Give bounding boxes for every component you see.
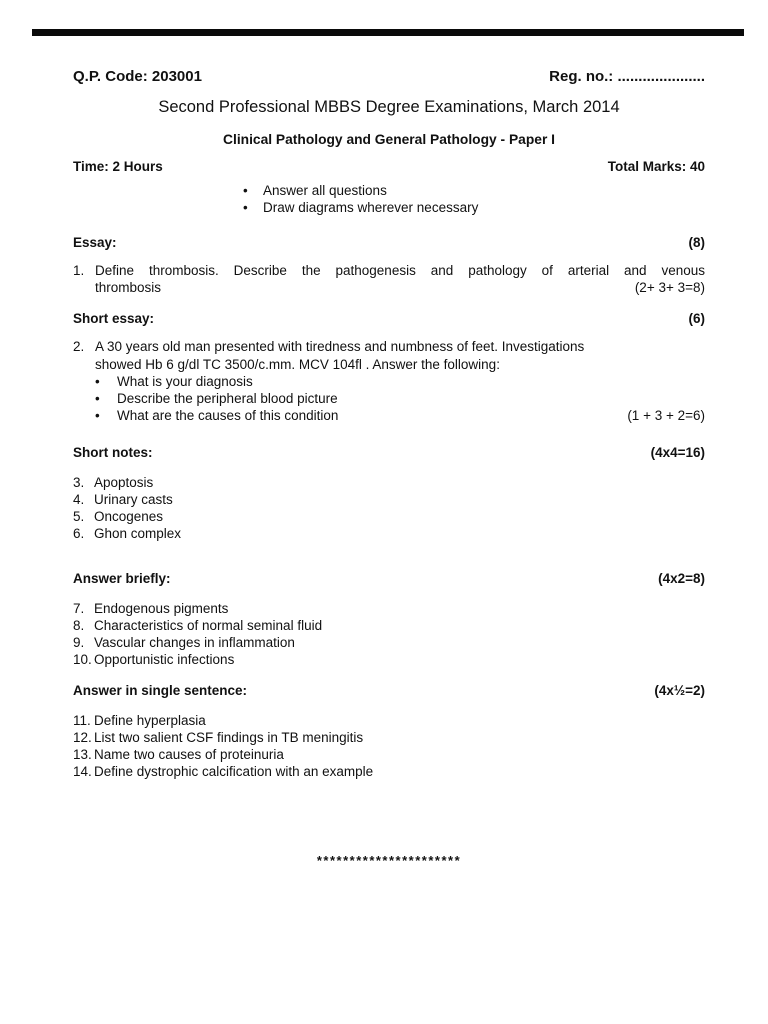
instruction-item [243,199,705,217]
section-heading-short-notes [73,444,705,461]
bullet-icon: • [95,391,100,407]
question-marks: (1 + 3 + 2=6) [627,408,705,424]
sub-question-row [117,407,705,424]
question-number: 6. [73,526,85,542]
question-item [73,729,705,746]
question-text: Define dystrophic calcification with an example [94,764,374,780]
question-body [95,338,705,424]
question-text: Urinary casts [94,491,173,507]
question-text: Oncogenes [94,509,164,525]
header-row [73,68,705,85]
section-marks: (4x4=16) [650,445,705,461]
question-item [73,634,705,651]
sub-question-text: Describe the peripheral blood picture [117,391,338,407]
question-text: List two salient CSF findings in TB meningitis [94,729,364,745]
question-number: 7. [73,600,85,616]
question-item [73,525,705,542]
sub-question-text: What are the causes of this condition [117,408,339,424]
bullet-icon: • [95,373,100,389]
section-title: Short notes: [73,445,153,461]
time-allowed: Time: 2 Hours [73,159,163,175]
short-notes-list [73,474,705,543]
question-2 [73,338,705,424]
question-last-line [95,279,705,296]
time-marks-row [73,158,705,175]
question-body [95,262,705,296]
paper-content [73,0,705,870]
question-number: 4. [73,491,85,507]
question-item [73,600,705,617]
instruction-item [243,182,705,200]
question-number: 13. [73,747,92,763]
question-number: 3. [73,474,85,490]
question-item [73,651,705,668]
question-text: Ghon complex [94,526,182,542]
section-marks: (4x2=8) [658,571,705,587]
question-number: 5. [73,509,85,525]
section-title: Answer briefly: [73,571,171,587]
section-marks: (4x½=2) [654,683,705,699]
sub-question [95,373,705,390]
question-number: 2. [73,339,85,355]
section-heading-single-sentence [73,682,705,699]
instruction-text: Answer all questions [263,182,387,198]
question-item [73,712,705,729]
question-number: 1. [73,262,85,278]
bullet-icon: • [243,182,248,198]
end-of-paper-stars: ********************** [316,853,462,869]
question-number: 8. [73,617,85,633]
reg-no: Reg. no.: ..................... [549,68,705,85]
question-item [73,746,705,763]
question-number: 12. [73,729,92,745]
question-marks: (2+ 3+ 3=8) [634,280,705,296]
question-text: Vascular changes in inflammation [94,635,295,651]
question-text-line: showed Hb 6 g/dl TC 3500/c.mm. MCV 104fl . Answer the following: [95,356,500,372]
section-marks: (6) [688,311,705,327]
question-text: Opportunistic infections [94,652,235,668]
sub-question [95,407,705,424]
question-number: 10. [73,652,92,668]
question-text: Define hyperplasia [94,712,206,728]
question-text: Name two causes of proteinuria [94,747,284,763]
sub-question-text: What is your diagnosis [117,373,253,389]
answer-briefly-list [73,600,705,669]
question-number: 11. [73,712,91,728]
question-text: Apoptosis [94,474,154,490]
instructions-list [243,182,705,217]
section-title: Essay: [73,234,117,250]
question-item [73,617,705,634]
section-heading-short-essay [73,310,705,327]
exam-title: Second Professional MBBS Degree Examinations, March 2014 [158,98,620,117]
bullet-icon: • [243,200,248,216]
question-item [73,763,705,780]
question-1 [73,262,705,296]
paper-title: Clinical Pathology and General Pathology - Paper I [223,132,555,148]
single-sentence-list [73,712,705,781]
section-title: Short essay: [73,311,155,327]
bullet-icon: • [95,408,100,424]
section-heading-essay [73,234,705,251]
section-heading-answer-briefly [73,570,705,587]
total-marks: Total Marks: 40 [607,159,705,175]
sub-question [95,390,705,407]
question-text-line: A 30 years old man presented with tiredness and numbness of feet. Investigations [95,339,585,355]
question-number: 14. [73,764,92,780]
question-number: 9. [73,635,85,651]
question-text: Characteristics of normal seminal fluid [94,617,323,633]
question-item [73,474,705,491]
question-text-line: thrombosis [95,280,162,296]
question-text-line: Define thrombosis. Describe the pathogenesis and pathology of arterial and venous [95,262,705,278]
section-marks: (8) [688,234,705,250]
question-item [73,491,705,508]
question-item [73,508,705,525]
instruction-text: Draw diagrams wherever necessary [263,200,479,216]
section-title: Answer in single sentence: [73,683,248,699]
qp-code: Q.P. Code: 203001 [73,68,202,85]
question-text: Endogenous pigments [94,600,229,616]
sub-question-list [95,373,705,425]
